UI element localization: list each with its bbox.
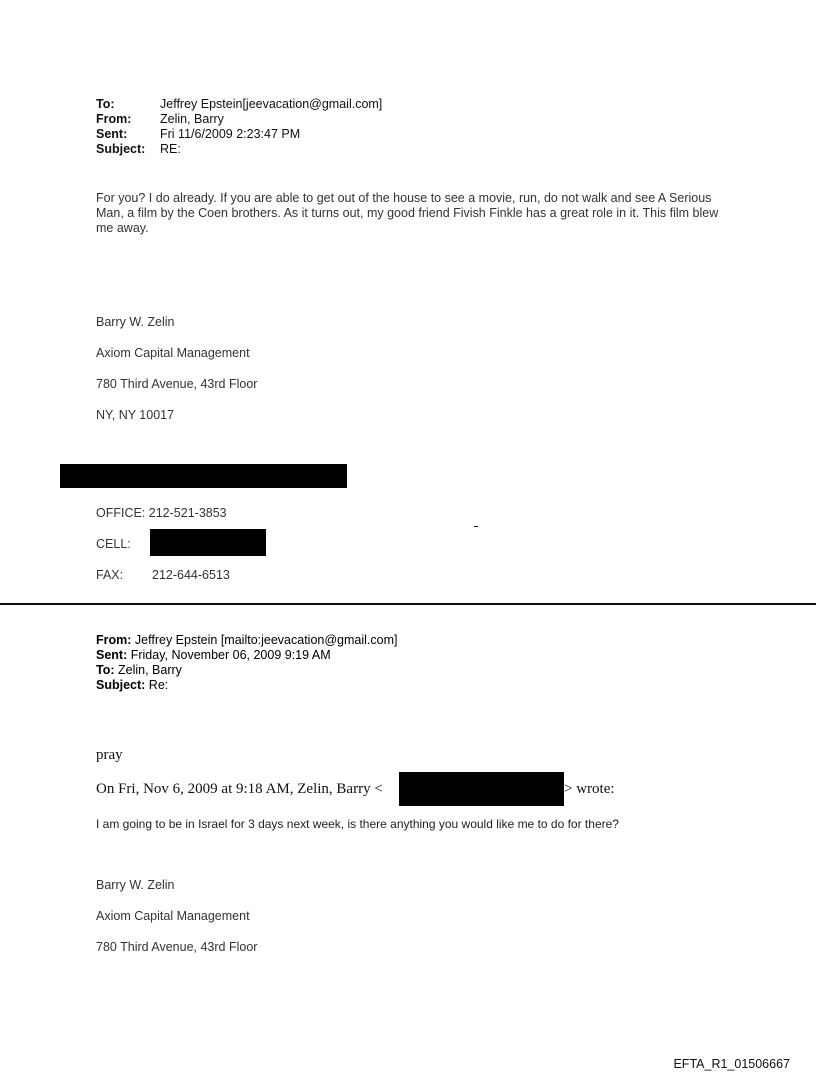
bates-number: EFTA_R1_01506667 — [673, 1057, 790, 1071]
email1-from-value: Zelin, Barry — [160, 112, 224, 126]
email2-quote-prefix: On Fri, Nov 6, 2009 at 9:18 AM, Zelin, Barry < — [96, 781, 383, 797]
email1-sent-line — [96, 127, 300, 142]
email2-subject-value: Re: — [148, 678, 169, 692]
email2-from-label: From: — [96, 633, 132, 647]
email1-from-label: From: — [96, 112, 132, 126]
email1-subject-label: Subject: — [96, 142, 146, 156]
email2-quoted-body: I am going to be in Israel for 3 days next week, is there anything you would like me to do for there? — [96, 817, 619, 831]
email2-quote-suffix: > wrote: — [564, 781, 615, 797]
email1-sig-address: 780 Third Avenue, 43rd Floor — [96, 377, 258, 391]
email1-sig-company: Axiom Capital Management — [96, 346, 250, 360]
redaction-box — [60, 464, 347, 488]
email1-cell-label: CELL: — [96, 537, 131, 551]
email1-to-value: Jeffrey Epstein[jeevacation@gmail.com] — [160, 97, 383, 111]
separator-line — [0, 603, 816, 605]
redaction-box — [399, 772, 564, 806]
email1-office: OFFICE: 212-521-3853 — [96, 506, 227, 520]
email2-from-value: Jeffrey Epstein [mailto:jeevacation@gmail.com] — [134, 633, 398, 647]
email2-from-line — [96, 633, 397, 647]
email2-body: pray — [96, 747, 123, 763]
email1-fax-label: FAX: — [96, 568, 124, 582]
email2-to-label: To: — [96, 663, 115, 677]
email1-subject-value: RE: — [160, 142, 181, 156]
email1-fax-line — [96, 568, 230, 582]
email2-sig-company: Axiom Capital Management — [96, 909, 250, 923]
email1-from-line — [96, 112, 224, 127]
redaction-box — [150, 529, 266, 556]
email1-sig-name: Barry W. Zelin — [96, 315, 175, 329]
email2-sig-name: Barry W. Zelin — [96, 878, 175, 892]
email1-sent-label: Sent: — [96, 127, 128, 141]
email1-subject-line — [96, 142, 181, 157]
email2-subject-line — [96, 678, 168, 692]
stray-mark — [474, 526, 478, 527]
email1-body: For you? I do already. If you are able to get out of the house to see a movie, run, do not walk and see A Serious Man, a film by the Coen brothers. As it turns out, my good friend Fivish Finkle has a great role in it. This film blew me away. — [96, 191, 719, 235]
email1-to-line — [96, 97, 382, 112]
email2-sent-label: Sent: — [96, 648, 128, 662]
email2-subject-label: Subject: — [96, 678, 146, 692]
email1-fax-value: 212-644-6513 — [152, 568, 230, 582]
email1-sig-city: NY, NY 10017 — [96, 408, 175, 422]
email1-to-label: To: — [96, 97, 115, 111]
email2-to-value: Zelin, Barry — [118, 663, 182, 677]
email2-sent-line — [96, 648, 331, 662]
email2-sent-value: Friday, November 06, 2009 9:19 AM — [130, 648, 331, 662]
email2-to-line — [96, 663, 182, 677]
email1-sent-value: Fri 11/6/2009 2:23:47 PM — [160, 127, 301, 141]
email2-sig-address: 780 Third Avenue, 43rd Floor — [96, 940, 258, 954]
